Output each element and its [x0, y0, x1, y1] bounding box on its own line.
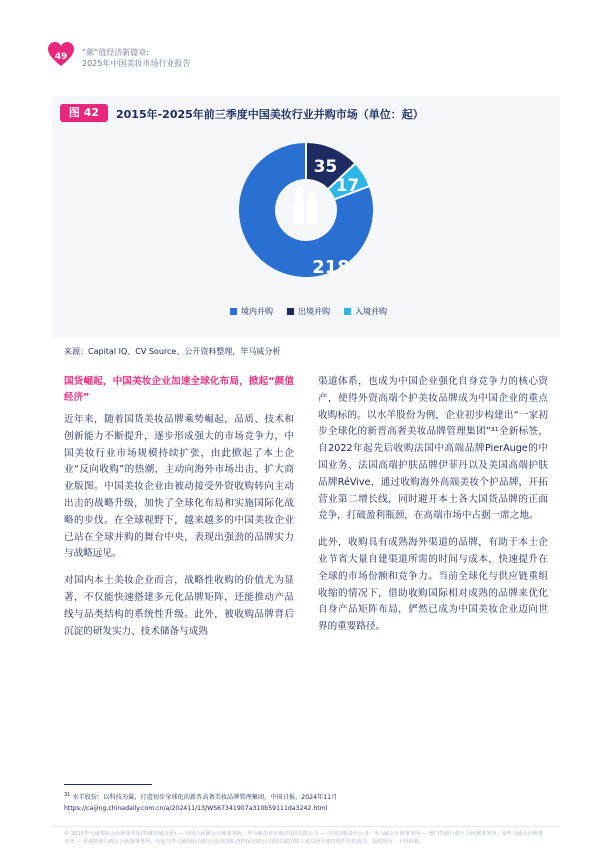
chart-legend [230, 306, 401, 317]
figure-tag-label: 图 42 [68, 106, 100, 119]
footnote [64, 790, 544, 814]
legend-swatch [344, 308, 351, 315]
footer-divider [52, 826, 560, 827]
legend-item [344, 306, 387, 317]
text-column-right [318, 374, 548, 646]
page-number: 49 [54, 52, 68, 62]
figure-source: 来源：Capital IQ、CV Source、公开资料整理，毕马威分析 [64, 347, 281, 356]
footnote-text: 水羊股份：以科技为翼，打造初步全球化的新晋高奢美妆品牌管理集团，中国日报，2024年11月 [72, 794, 338, 802]
donut-slice-value-label: 35 [313, 157, 338, 178]
donut-chart [0, 0, 612, 340]
footnote-number: 31 [64, 792, 71, 798]
figure-title: 2015年-2025年前三季度中国美妆行业并购市场（单位：起） [116, 108, 424, 121]
section-subheading: 国货崛起，中国美妆企业加速全球化布局，掀起“颜值经济” [64, 376, 294, 403]
report-series-title: “颜”值经济新篇章: [82, 48, 149, 57]
paragraph: 对国内本土美妆企业而言，战略性收购的价值尤为显著，不仅能快速搭建多元化品牌矩阵，还能推动产品线与品类结构的系统性升级。此外，被收购品牌背后沉淀的研发实力、技术储备与成熟 [64, 575, 294, 637]
cosmetics-icon [294, 186, 317, 224]
text-column-left [64, 374, 294, 650]
legend-swatch [287, 308, 294, 315]
paragraph: 渠道体系，也成为中国企业强化自身竞争力的核心资产，使得外资高端个护美妆品牌成为中国企业的重点收购标的。以水羊股份为例，企业初步构建出“一家初步全球化的新晋高奢美妆品牌管理集团”³¹全新标签，自2022年起先后收购法国中高端品牌PierAuge的中国业务、法国高端护肤品牌伊菲丹以及美国高端护肤品牌RéVive，通过收购海外高端美妆个护品牌，开拓营业第二增长线，同时避开本土各大国货品牌的正面竞争，打破盈利瓶颈，在高端市场中占据一席之地。 [318, 376, 548, 522]
footnote-divider [64, 784, 152, 785]
legend-item [230, 306, 273, 317]
paragraph: 此外，收购具有成熟海外渠道的品牌，有助于本土企业节省大量自建渠道所需的时间与成本，快速提升在全球的市场份额和竞争力。当前全球化与供应链重组收缩的情况下，借助收购国际相对成熟的品牌来优化自身产品矩阵布局，俨然已成为中国美妆企业迈向世界的重要路径。 [318, 537, 548, 633]
legend-swatch [230, 308, 237, 315]
legend-item [287, 306, 330, 317]
donut-slice-value-label: 218 [312, 257, 350, 278]
paragraph: 近年来，随着国货美妆品牌乘势崛起，品质、技术和创新能力不断提升，逐步形成强大的市场竞争力，中国美妆行业市场规模持续扩张，由此掀起了本土企业“反向收购”的热潮，主动向海外市场出击，扩大商业版图。中国美妆企业由被动接受外资收购转向主动出击的战略升级，加快了全球化布局和实施国际化战略的步伐。在全球视野下，越来越多的中国美妆企业已站在全球并购的舞台中央，表现出强劲的品牌实力与战略远见。 [64, 414, 294, 560]
report-title: 2025年中国美妆市场行业报告 [82, 59, 191, 68]
footnote-url[interactable]: https://caijing.chinadaily.com.cn/a/202411/13/WS67341907a310b59111da3242.html [64, 805, 328, 813]
legend-label: 入境并购 [355, 307, 387, 316]
legend-label: 境内并购 [241, 307, 273, 316]
legend-label: 出境并购 [298, 307, 330, 316]
donut-slice-value-label: 17 [335, 176, 360, 197]
copyright-footer: © 2025毕马威华振会计师事务所(特殊普通合伙) — 中国合伙制会计师事务所，毕马威企业咨询(中国)有限公司 — 中国有限责任公司，毕马威会计师事务所 — 澳门特别行政区合伙制事务所，及毕马威会计师事务所 — 香港特别行政区合伙制事务所，均是与毕马威国际有限公司(英国私营担保有限公司)相关联的独立成员所全球性组织中的成员。版权所有，不得转载。 [64, 831, 543, 845]
